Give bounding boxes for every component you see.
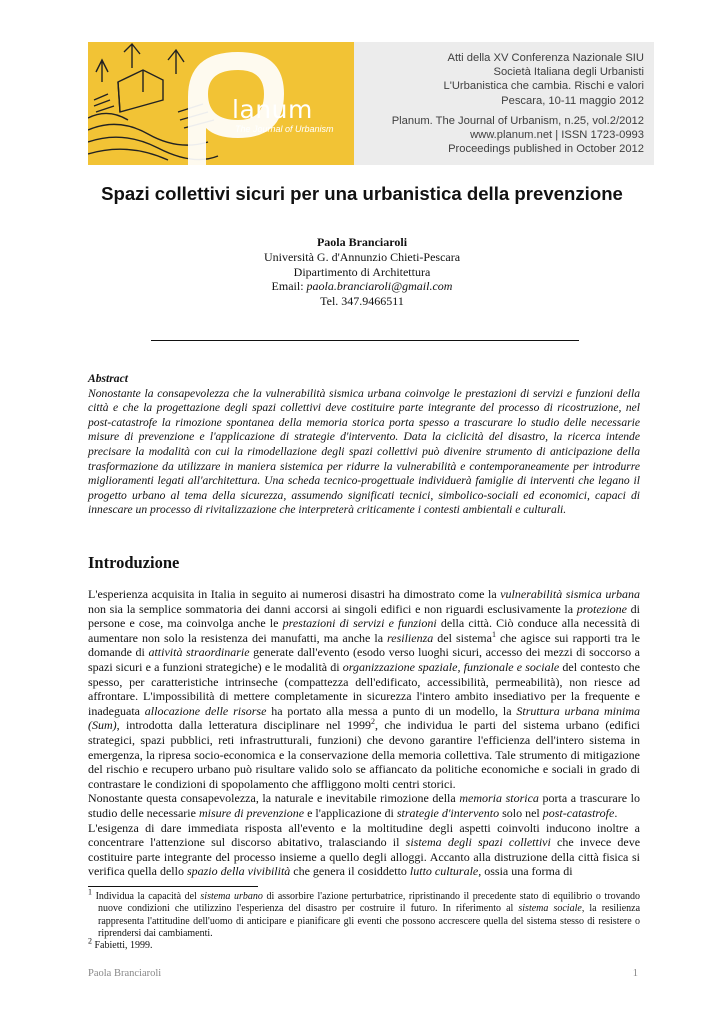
footnote: $^1$ Individua la capacità del sistema urbano di assorbire l'azione perturbatrice, ripristinando il precedente stato di equilibrio o trovando nuove condizioni che utilizzino l'esperienza del disastro per costruire il futuro. In riferimento al sistema sociale, la resilienza rappresenta l'attitudine dell'uomo di anticipare e pianificare gli eventi che possono accrescere quella del sistema stesso di resistere o riprendersi dai cambiamenti. bbox=[88, 887, 641, 939]
paper-title: Spazi collettivi sicuri per una urbanistica della prevenzione bbox=[101, 183, 623, 204]
theme-line: L'Urbanistica che cambia. Rischi e valori bbox=[443, 80, 644, 93]
author-email: paola.branciaroli@gmail.com bbox=[306, 279, 453, 294]
abstract-label: Abstract bbox=[88, 372, 128, 385]
footnotes bbox=[88, 887, 641, 952]
section-heading: Introduzione bbox=[88, 553, 180, 572]
author-email-line bbox=[0, 279, 724, 294]
conference-line: Atti della XV Conferenza Nazionale SIU bbox=[447, 52, 644, 64]
logo-subtitle: The Journal of Urbanism bbox=[235, 124, 334, 134]
place-date-line: Pescara, 10-11 maggio 2012 bbox=[501, 94, 644, 107]
published-line: Proceedings published in October 2012 bbox=[448, 143, 644, 156]
logo-wordmark: lanum bbox=[232, 95, 313, 124]
planum-logo bbox=[88, 42, 354, 165]
website-issn-line: www.planum.net | ISSN 1723-0993 bbox=[470, 129, 644, 142]
paragraph: L'esperienza acquisita in Italia in seguito ai numerosi disastri ha dimostrato come la vulnerabilità sismica urbana non sia la semplice sommatoria dei danni accorsi ai singoli edifici e non riguardi esclusivamente la protezione di persone e cose, ma coinvolga anche le prestazioni di servizi e funzioni della città. Ciò conduce alla necessità di aumentare non solo la resistenza dei manufatti, ma anche la resilienza del sistema$^1$ che agisce sui rapporti tra le domande di attività straordinarie generate dall'evento (esodo verso luoghi sicuri, accesso dei mezzi di soccorso a spazi sicuri e a funzioni strategiche) e le modalità di organizzazione spaziale, funzionale e sociale del contesto che spesso, per caratteristiche intrinseche (compattezza dell'edificato, accessibilità, permeabilità), non riesce ad affrontare. L'impossibilità di mettere completamente in sicurezza l'intero ambito insediativo per la frequente e inadeguata allocazione delle risorse ha portato alla messa a punto di un modello, la Struttura urbana minima (Sum), introdotta dalla letteratura disciplinare nel 1999$^2$, che individua le parti del sistema urbano (edifici strategici, spazi pubblici, reti infrastrutturali, funzioni) che devono garantire l'efficienza dell'intero sistema in emergenza, la ripresa socio-economica e la conservazione della memoria collettiva. Tale strumento di mitigazione del rischio e recupero urbano può risultare valido solo se affiancato da politiche economiche e sociali in grado di contrastare le condizioni di spopolamento che affliggono molti centri storici. bbox=[88, 587, 641, 791]
abstract-text: Nonostante la consapevolezza che la vulnerabilità sismica urbana coinvolge le prestazioni di servizi e funzioni della città e che la progettazione degli spazi collettivi deve costituire parte integrante del processo di ricostruzione, nel post-catastrofe la rimozione spontanea della memoria storica porta spesso a trascurare lo studio delle necessarie misure di prevenzione e l'applicazione di strategie d'intervento. Data la ciclicità del disastro, la ricerca intende precisare la modalità con cui la rimodellazione degli spazi collettivi può divenire strumento di anticipazione della trasformazione da utilizzare in maniera sistemica per ridurre la vulnerabilità e contemporaneamente per introdurre miglioramenti legati all'architettura. Una scheda tecnico-progettuale individuerà famiglie di interventi che legano il progetto urbano al tema della sicurezza, assumendo significati tecnici, simbolico-sociali ed economici, capaci di innescare un processo di rivitalizzazione che interpreterà criticamente i contesti ambientali e culturali. bbox=[88, 386, 640, 517]
body-text bbox=[88, 587, 640, 879]
conference-banner bbox=[88, 42, 654, 165]
footnote-divider bbox=[88, 886, 258, 887]
author-department: Dipartimento di Architettura bbox=[293, 264, 431, 279]
author-name: Paola Branciaroli bbox=[316, 235, 408, 249]
author-affiliation: Università G. d'Annunzio Chieti-Pescara bbox=[263, 249, 461, 264]
page-number: 1 bbox=[632, 968, 638, 979]
abstract bbox=[88, 372, 640, 518]
author-block bbox=[0, 235, 724, 309]
footnote-ref[interactable]: 2 bbox=[370, 717, 375, 727]
banner-info-panel bbox=[354, 42, 654, 165]
author-phone: Tel. 347.9466511 bbox=[320, 294, 404, 309]
footnote: $^2$ Fabietti, 1999. bbox=[88, 936, 153, 952]
paragraph: L'esigenza di dare immediata risposta all'evento e la moltitudine degli aspetti coinvolti inducono inoltre a concentrare l'attenzione sul discorso abitativo, tralasciando il sistema degli spazi collettivi che invece deve costituire parte integrante del processo insieme a quello degli alloggi. Accanto alla distruzione della città fisica si verifica quella dello spazio della vivibilità che genera il cosiddetto lutto culturale, ossia una forma di bbox=[88, 820, 641, 879]
society-line: Società Italiana degli Urbanisti bbox=[493, 66, 644, 79]
title-divider bbox=[151, 340, 579, 341]
email-label: Email: bbox=[271, 279, 307, 294]
journal-line: Planum. The Journal of Urbanism, n.25, vol.2/2012 bbox=[391, 114, 644, 127]
city-sketch-illustration bbox=[88, 42, 354, 165]
paragraph: Nonostante questa consapevolezza, la naturale e inevitabile rimozione della memoria storica porta a trascurare lo studio delle necessarie misure di prevenzione e l'applicazione di strategie d'intervento solo nel post-catastrofe. bbox=[88, 791, 640, 820]
footnote-ref[interactable]: 1 bbox=[491, 629, 496, 639]
footer-author: Paola Branciaroli bbox=[88, 968, 162, 979]
